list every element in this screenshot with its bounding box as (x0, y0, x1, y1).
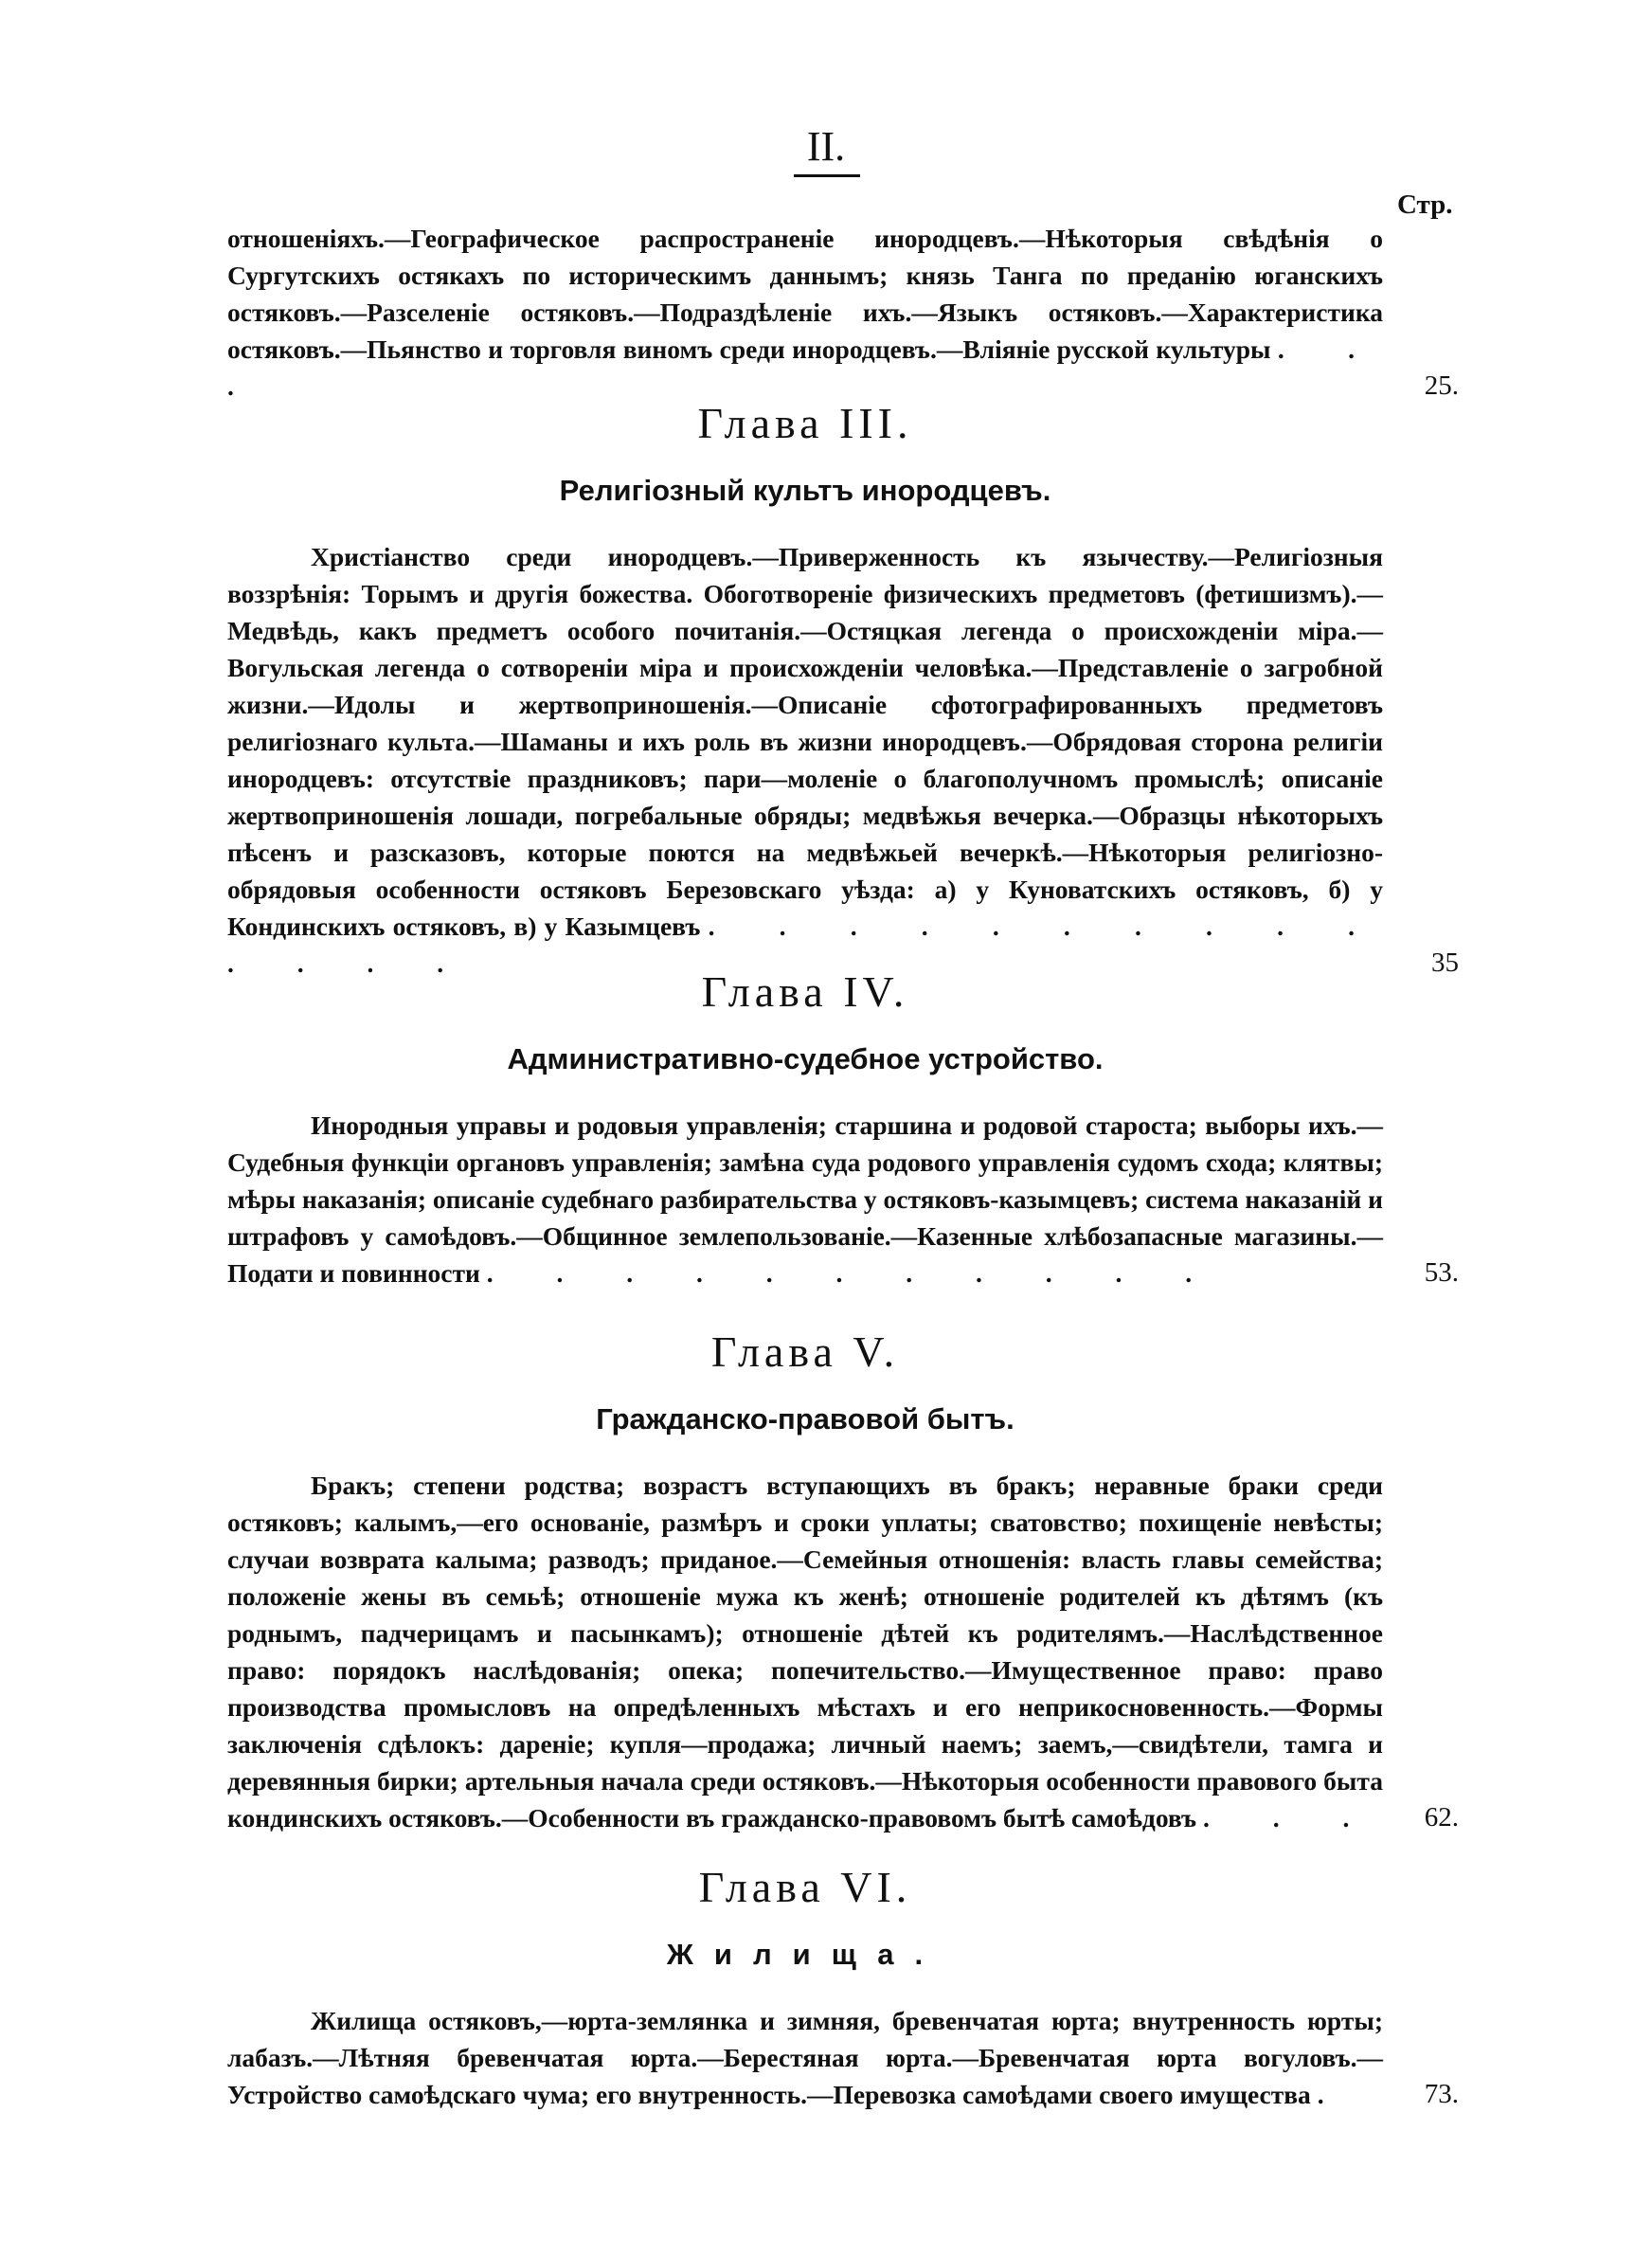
entry-description: отношеніяхъ.—Географическое распространеніе инородцевъ.—Нѣкоторыя свѣдѣнія о Сургутскихъ остякахъ по историческимъ даннымъ; князь Танга по преданію юганскихъ остяковъ.—Разселеніе остяковъ.—Подраздѣленіе ихъ.—Языкъ остяковъ.—Характеристика остяковъ.—Пьянство и торговля виномъ среди инородцевъ.—Вліяніе русской культуры (227, 224, 1383, 364)
chapter-title: Административно-судебное устройство. (507, 1042, 1104, 1075)
entry-page-number: 53. (1424, 1257, 1459, 1288)
leader-dots: . . . (1202, 1803, 1378, 1833)
chapter-title: Жилища. (666, 1938, 944, 1971)
toc-entry (227, 1107, 1459, 1291)
toc-entry-continued (227, 220, 1459, 405)
leader-dots: . . . . . . . . . . . . . . (227, 912, 1384, 978)
entry-description: Жилища остяковъ,—юрта-землянка и зимняя, бревенчатая юрта; внутренность юрты; лабазъ.—Лѣтняя бревенчатая юрта.—Берестяная юрта.—Бревенчатая юрта вогуловъ.—Устройство самоѣдскаго чума; его внутренность.—Перевозка самоѣдами своего имущества (227, 2006, 1383, 2109)
toc-entry-text (227, 1467, 1383, 1836)
entry-description: Бракъ; степени родства; возрастъ вступающихъ въ бракъ; неравные браки среди остяковъ; калымъ,—его основаніе, размѣръ и сроки уплаты; сватовство; похищеніе невѣсты; случаи возврата калыма; разводъ; приданое.—Семейныя отношенія: власть главы семейства; положеніе жены въ семьѣ; отношеніе мужа къ женѣ; отношеніе родителей къ дѣтямъ (къ роднымъ, падчерицамъ и пасынкамъ); отношеніе дѣтей къ родителямъ.—Наслѣдственное право: порядокъ наслѣдованія; опека; попечительство.—Имущественное право: право производства промысловъ на опредѣленныхъ мѣстахъ и его неприкосновенность.—Формы заключенія сдѣлокъ: дареніе; купля—продажа; личный наемъ; заемъ,—свидѣтели, тамга и деревянныя бирки; артельныя начала среди остяковъ.—Нѣкоторыя особенности правового быта кондинскихъ остяковъ.—Особенности въ гражданско-правовомъ бытѣ самоѣдовъ (227, 1471, 1383, 1833)
leader-dots: . . . (227, 334, 1384, 401)
entry-page-number: 35 (1431, 948, 1459, 978)
toc-entry (227, 2002, 1459, 2113)
chapter-heading: Глава V. (710, 1327, 900, 1376)
toc-entry-text (227, 220, 1383, 405)
entry-page-number: 62. (1424, 1802, 1459, 1833)
entry-page-number: 25. (1424, 370, 1459, 401)
page-number: II. (806, 123, 846, 170)
chapter-heading: Глава III. (697, 399, 913, 447)
chapter-title: Религіозный культъ инородцевъ. (559, 474, 1051, 507)
entry-description: Инородныя управы и родовыя управленія; старшина и родовой староста; выборы ихъ.—Судебныя функціи органовъ управленія; замѣна суда родового управленія судомъ схода; клятвы; мѣры наказанія; описаніе судебнаго разбирательства у остяковъ-казымцевъ; система наказаній и штрафовъ у самоѣдовъ.—Общинное землепользованіе.—Казенные хлѣбозапасные магазины.—Подати и повинности (227, 1110, 1383, 1288)
page-column-label: Стр. (1397, 190, 1453, 220)
leader-dots: . . . . . . . . . . . (486, 1258, 1221, 1288)
chapter-title: Гражданско-правовой бытъ. (596, 1402, 1015, 1435)
page-number-underline (794, 174, 860, 177)
leader-dots: . (1317, 2080, 1353, 2109)
entry-description: Христіанство среди инородцевъ.—Приверженность къ язычеству.—Религіозныя воззрѣнія: Торымъ и другія божества. Обоготвореніе физическихъ предметовъ (фетишизмъ).—Медвѣдь, какъ предметъ особого почитанія.—Остяцкая легенда о происхожденіи міра.—Вогульская легенда о сотвореніи міра и происхожденіи человѣка.—Представленіе о загробной жизни.—Идолы и жертвоприношенія.—Описаніе сфотографированныхъ предметовъ религіознаго культа.—Шаманы и ихъ роль въ жизни инородцевъ.—Обрядовая сторона религіи инородцевъ: отсутствіе праздниковъ; пари—моленіе о благополучномъ промыслѣ; описаніе жертвоприношенія лошади, погребальные обряды; медвѣжья вечерка.—Образцы нѣкоторыхъ пѣсенъ и разсказовъ, которые поются на медвѣжьей вечеркѣ.—Нѣкоторыя религіозно-обрядовыя особенности остяковъ Березовскаго уѣзда: а) у Куноватскихъ остяковъ, б) у Кондинскихъ остяковъ, в) у Казымцевъ (227, 542, 1383, 941)
chapter-heading: Глава VI. (698, 1863, 912, 1911)
entry-page-number: 73. (1424, 2079, 1459, 2109)
toc-entry-text (227, 538, 1383, 982)
toc-entry-text (227, 2002, 1383, 2113)
chapter-heading: Глава IV. (701, 967, 909, 1016)
toc-entry (227, 1467, 1459, 1836)
toc-entry-text (227, 1107, 1383, 1291)
toc-entry (227, 538, 1459, 982)
